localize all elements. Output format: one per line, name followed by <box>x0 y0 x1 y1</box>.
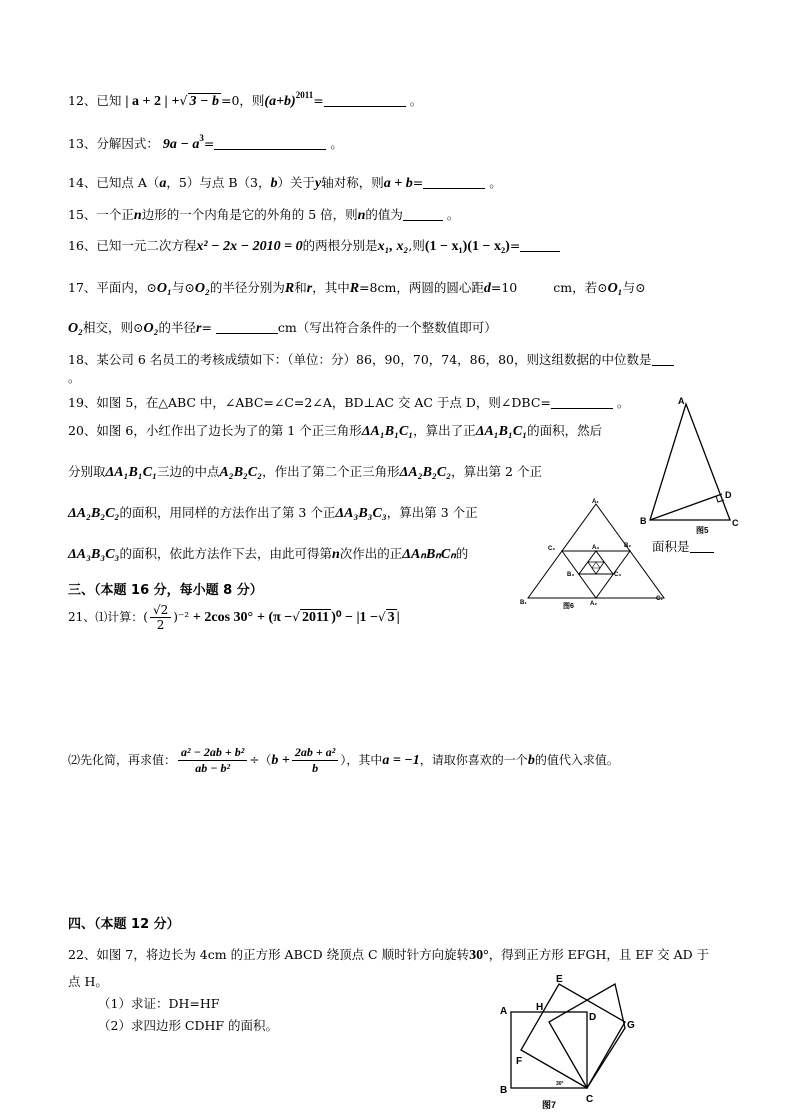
problem-number: 12、 <box>68 93 97 108</box>
math-expr: 9a − a <box>162 137 200 152</box>
problem-18-cont <box>68 368 81 386</box>
text: =8cm，两圆的圆心距 <box>359 280 484 295</box>
math-expr: a + b <box>383 176 413 191</box>
text: 如图 7，将边长为 4cm 的正方形 ABCD 绕顶点 C 顺时针方向旋转 <box>96 947 470 962</box>
problem-number: 15、 <box>68 207 97 222</box>
text: 的两根分别是 <box>302 238 378 253</box>
square-abcd <box>511 1012 587 1088</box>
angle-label: 30° <box>556 1081 564 1087</box>
text: 。 <box>326 136 343 151</box>
math-expr: (a+b) <box>264 94 296 109</box>
text: 与⊙ <box>171 280 195 295</box>
label-g: G <box>627 1020 635 1031</box>
answer-blank[interactable] <box>216 321 278 334</box>
problem-number: 16、 <box>68 238 97 253</box>
math-expr: + (π − <box>257 610 293 625</box>
fraction-denominator: 2 <box>156 618 165 632</box>
math-expr: b + <box>271 753 290 768</box>
text: 分解因式： <box>96 136 159 151</box>
answer-blank[interactable] <box>423 176 485 189</box>
math-expr: 3 <box>387 610 395 625</box>
label-c1: C₁ <box>656 596 663 602</box>
math-expr: O₂ <box>143 321 159 336</box>
label-b1: B₁ <box>520 600 527 606</box>
label-e: E <box>556 974 563 985</box>
text: 的半径 <box>158 320 196 335</box>
problem-12: 12、已知 | a + 2 | +√ 3 − b =0，则$(a+b)^{2011}=$ 。 <box>68 90 423 109</box>
math-expr: 30° <box>469 948 489 963</box>
text: ，算出第 2 个正 <box>451 464 542 479</box>
label-b: B <box>500 1085 508 1096</box>
math-exponent: 2011 <box>295 90 314 100</box>
section-heading-4: 四、（本题 12 分） <box>68 917 180 932</box>
answer-blank[interactable] <box>551 396 613 409</box>
math-expr: A₂B₂C₂ <box>219 465 263 480</box>
problem-20-cont3 <box>68 544 468 563</box>
math-expr: O₂ <box>194 281 210 296</box>
text: ( <box>143 610 148 624</box>
label-a1: A₁ <box>592 499 599 505</box>
problem-number: 22、 <box>68 947 97 962</box>
text: ）关于 <box>277 175 316 190</box>
segment-ef <box>515 982 553 1048</box>
text: 点 H。 <box>68 974 108 989</box>
fraction <box>178 745 247 776</box>
problem-number: 21、 <box>68 610 96 624</box>
label-c2: C₂ <box>548 546 555 552</box>
math-exponent: 3 <box>199 133 204 143</box>
math-expr: a = −1 <box>382 753 420 768</box>
text: ÷（ <box>249 753 272 767</box>
math-expr: O₁ <box>156 281 172 296</box>
text: 。 <box>68 370 81 385</box>
problem-15 <box>68 205 459 224</box>
figure-6-caption: 图6 <box>563 603 574 610</box>
text: = <box>201 320 212 335</box>
label-a: A <box>678 396 685 406</box>
text: 和 <box>294 280 307 295</box>
math-expr: ΔA₂B₂C₂ <box>399 465 452 480</box>
text: = <box>313 93 324 108</box>
text: 已知 <box>96 93 122 108</box>
answer-blank[interactable] <box>652 353 674 366</box>
label-a: A <box>500 1006 508 1017</box>
text: ⑴计算： <box>95 610 144 624</box>
answer-blank[interactable] <box>324 94 406 107</box>
math-expr: a <box>159 176 167 191</box>
problem-20 <box>68 421 602 440</box>
math-expr: ΔA₁B₁C₁ <box>475 424 528 439</box>
math-expr: )⁰ − |1 − <box>331 610 378 625</box>
text: ⑵先化简，再求值： <box>68 753 177 767</box>
figure-7-caption: 图7 <box>542 1100 557 1110</box>
math-expr: 2011 <box>301 610 330 625</box>
label-c: C <box>732 518 739 528</box>
text: ），其中 <box>340 753 383 767</box>
problem-21-part1: 21、⑴计算：( $\frac{√2}{2}$ )⁻² + 2cos 30° + (π −√ 2011 )⁰ − |1 −√ 3 | <box>68 603 400 632</box>
text: ，算出了正 <box>413 423 476 438</box>
text: cm（写出符合条件的一个整数值即可） <box>277 320 497 335</box>
label-d: D <box>725 490 732 500</box>
math-expr: + <box>171 94 180 109</box>
figure-5-caption: 图5 <box>696 526 709 534</box>
math-expr: O₁ <box>607 281 623 296</box>
problem-22-q2 <box>98 1016 278 1034</box>
problem-22-cont <box>68 972 108 990</box>
math-expr: x² − 2x − 2010 = 0 <box>196 239 303 254</box>
math-expr: ΔAₙBₙCₙ <box>402 547 456 562</box>
text: ，作出了第二个正三角形 <box>262 464 400 479</box>
math-expr: n <box>357 208 366 223</box>
label-c: C <box>586 1094 594 1105</box>
text: 的面积，用同样的方法作出了第 3 个正 <box>119 505 336 520</box>
text: 的值为 <box>365 207 403 222</box>
fraction-numerator: √2 <box>150 603 171 618</box>
text: 。 <box>485 175 502 190</box>
math-expr: y <box>315 176 322 191</box>
problem-number: 17、 <box>68 280 97 295</box>
text: ，请取你喜欢的一个 <box>419 753 528 767</box>
text: =10 <box>490 280 518 295</box>
text: 一个正 <box>96 207 134 222</box>
math-expr: x₁, x₂ <box>377 239 409 254</box>
text: ，其中 <box>312 280 350 295</box>
math-expr: O₂ <box>68 321 83 336</box>
text: 分别取 <box>68 464 106 479</box>
math-expr: | <box>396 610 400 625</box>
answer-blank[interactable] <box>214 137 326 150</box>
fraction <box>292 745 338 776</box>
sub-question: （1）求证：DH=HF <box>98 996 220 1011</box>
problem-number: 19、 <box>68 395 97 410</box>
math-expr: ΔA₁B₁C₁ <box>105 465 157 480</box>
problem-number: 13、 <box>68 136 97 151</box>
text: 平面内，⊙ <box>96 280 157 295</box>
text: = <box>509 238 521 253</box>
fraction-numerator: 2ab + a² <box>292 745 338 761</box>
text: 的值代入求值。 <box>534 753 619 767</box>
problem-18 <box>68 350 674 368</box>
text: =0，则 <box>220 93 265 108</box>
fraction <box>150 603 171 632</box>
math-expr: R <box>284 281 295 296</box>
math-expr: ΔA₃B₃C₃ <box>68 547 120 562</box>
text: = <box>412 175 424 190</box>
problem-17-cont <box>68 318 497 337</box>
text: 如图 6，小红作出了边长为了的第 1 个正三角形 <box>96 423 362 438</box>
problem-22 <box>68 945 709 964</box>
text: 。 <box>405 93 423 108</box>
text: )⁻² <box>173 610 190 624</box>
math-expr: (1 − x₁)(1 − x₂) <box>424 239 510 254</box>
label-b: B <box>640 516 647 526</box>
problem-19 <box>68 393 629 411</box>
math-expr: ΔA₁B₁C₁ <box>361 424 414 439</box>
label-b3: B₃ <box>567 572 575 578</box>
problem-20-cont1 <box>68 462 542 481</box>
text: 如图 5，在△ABC 中，∠ABC=∠C=2∠A，BD⊥AC 交 AC 于点 D，则∠DBC= <box>96 395 551 410</box>
math-expr: r <box>306 281 313 296</box>
text: 次作出的正 <box>339 546 403 561</box>
text: = <box>203 136 215 151</box>
label-b2: B₂ <box>624 543 631 549</box>
math-expr: ΔA₂B₂C₂ <box>68 506 120 521</box>
answer-blank[interactable] <box>403 208 443 221</box>
text: 。 <box>612 395 630 410</box>
figure-6 <box>518 496 678 614</box>
section-heading-3: 三、（本题 16 分，每小题 8 分） <box>68 583 263 598</box>
text: 与⊙ <box>622 280 646 295</box>
text: 某公司 6 名员工的考核成绩如下：（单位：分）86，90，70，74，86，80，则这组数据的中位数是 <box>96 352 652 367</box>
text: ,则 <box>408 238 425 253</box>
fraction-numerator: a² − 2ab + b² <box>178 745 247 761</box>
label-a2: A₂ <box>590 601 597 607</box>
math-expr: n <box>133 208 142 223</box>
text: 的面积，依此方法作下去，由此可得第 <box>119 546 332 561</box>
fraction-denominator: ab − b² <box>195 761 231 775</box>
problem-20-cont2 <box>68 503 478 522</box>
problem-21-part2 <box>68 745 619 776</box>
text: cm，若⊙ <box>553 280 608 295</box>
text: 面积是 <box>652 539 690 554</box>
problem-22-q1 <box>98 994 219 1012</box>
square-rotated <box>521 984 625 1088</box>
problem-number: 18、 <box>68 352 97 367</box>
text: 边形的一个内角是它的外角的 5 倍，则 <box>141 207 358 222</box>
math-expr: ΔA₃B₃C₃ <box>335 506 387 521</box>
sub-question: （2）求四边形 CDHF 的面积。 <box>98 1018 279 1033</box>
problem-number: 20、 <box>68 423 97 438</box>
label-d: D <box>589 1012 597 1023</box>
text: ，算出第 3 个正 <box>386 505 478 520</box>
math-expr: + 2cos 30° <box>192 610 254 625</box>
fraction-denominator: b <box>312 761 319 775</box>
label-h: H <box>536 1002 544 1013</box>
text: 。 <box>442 207 460 222</box>
text: 三边的中点 <box>156 464 220 479</box>
text: 已知点 A（ <box>96 175 160 190</box>
figure-7 <box>496 972 656 1112</box>
answer-blank[interactable] <box>690 540 714 553</box>
problem-14 <box>68 173 502 192</box>
text: 轴对称，则 <box>321 175 384 190</box>
math-expr: | a + 2 | <box>125 94 168 109</box>
math-expr: n <box>331 547 340 562</box>
triangle-5 <box>592 562 600 568</box>
math-expr: R <box>349 281 360 296</box>
problem-16 <box>68 236 560 255</box>
label-f: F <box>516 1056 523 1067</box>
text: 的半径分别为 <box>209 280 285 295</box>
text: ，5）与点 B（3， <box>166 175 271 190</box>
label-c3: C₃ <box>614 572 622 578</box>
math-expr: r <box>196 321 202 336</box>
math-expr: b <box>527 753 535 768</box>
answer-blank[interactable] <box>520 239 560 252</box>
problem-13 <box>68 133 343 153</box>
problem-17 <box>68 278 646 297</box>
text: 已知一元二次方程 <box>96 238 197 253</box>
text: 的面积，然后 <box>527 423 603 438</box>
text: 相交，则⊙ <box>83 320 144 335</box>
math-expr: d <box>483 281 491 296</box>
text: ，得到正方形 EFGH，且 EF 交 AD 于 <box>488 947 710 962</box>
math-expr: 3 − b <box>189 94 219 109</box>
label-a3: A₃ <box>592 545 600 551</box>
text: 的 <box>455 546 469 561</box>
problem-number: 14、 <box>68 175 97 190</box>
math-expr: b <box>270 176 278 191</box>
